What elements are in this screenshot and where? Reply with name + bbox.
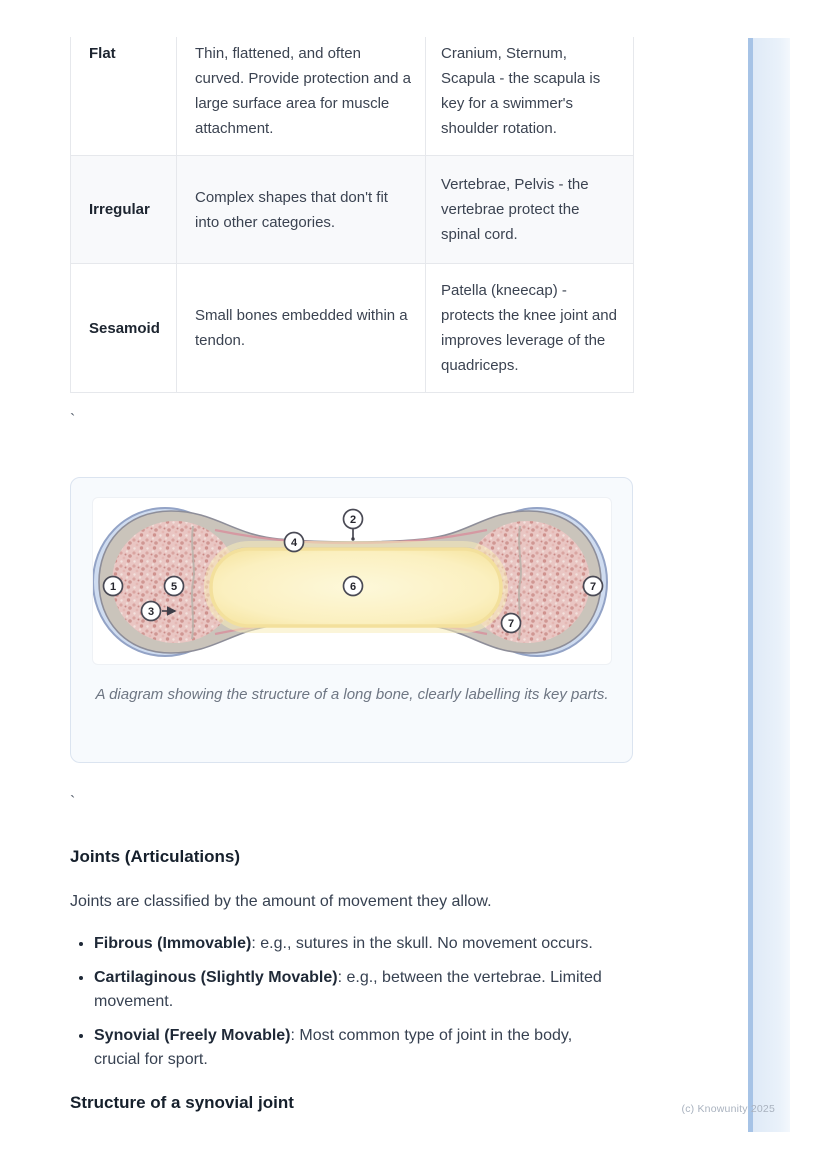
bone-types-table	[70, 37, 634, 393]
long-bone-figure-card	[70, 477, 633, 763]
figure-caption: A diagram showing the structure of a long bone, clearly labelling its key parts.	[95, 686, 609, 703]
stray-backtick: `	[70, 412, 76, 429]
label-number-4: 4	[290, 537, 298, 549]
joint-type-bold: Fibrous (Immovable)	[94, 935, 252, 952]
label-number-6: 6	[349, 581, 357, 593]
bone-examples-cell: Patella (kneecap) - protects the knee joint and improves leverage of the quadriceps.	[426, 264, 634, 393]
list-item	[94, 966, 615, 1014]
label-number-7-inner: 7	[507, 618, 515, 630]
bone-description-cell: Complex shapes that don't fit into other categories.	[177, 156, 426, 264]
joint-types-list	[70, 932, 615, 1082]
joint-type-rest: : e.g., sutures in the skull. No movement occurs.	[251, 935, 593, 952]
label-number-1: 1	[109, 581, 117, 593]
next-page-edge-strip	[748, 38, 790, 1132]
joint-type-bold: Cartilaginous (Slightly Movable)	[94, 969, 338, 986]
joint-type-rest: : e.g., between the vertebrae. Limited movement.	[94, 969, 602, 1010]
table-row	[71, 264, 634, 393]
list-item	[94, 1024, 615, 1072]
bone-examples-cell: Vertebrae, Pelvis - the vertebrae protect the spinal cord.	[426, 156, 634, 264]
label-number-2: 2	[349, 514, 357, 526]
joints-intro-paragraph: Joints are classified by the amount of movement they allow.	[70, 893, 492, 910]
synovial-structure-heading: Structure of a synovial joint	[70, 1093, 294, 1112]
bone-description-cell: Thin, flattened, and often curved. Provide protection and a large surface area for muscle attachment.	[177, 37, 426, 156]
bone-description-cell: Small bones embedded within a tendon.	[177, 264, 426, 393]
table-row	[71, 156, 634, 264]
long-bone-svg	[93, 498, 612, 665]
list-item	[94, 932, 615, 956]
label-2-pointer-dot	[351, 537, 354, 540]
long-bone-diagram	[92, 497, 612, 665]
joint-type-bold: Synovial (Freely Movable)	[94, 1027, 291, 1044]
joint-type-rest: : Most common type of joint in the body, crucial for sport.	[94, 1027, 573, 1068]
copyright-watermark: (c) Knowunity 2025	[681, 1103, 775, 1115]
label-number-7-right: 7	[589, 581, 597, 593]
bone-examples-cell: Cranium, Sternum, Scapula - the scapula is key for a swimmer's shoulder rotation.	[426, 37, 634, 156]
joints-heading: Joints (Articulations)	[70, 847, 241, 866]
label-number-3: 3	[147, 606, 155, 618]
bone-type-cell: Flat	[71, 37, 177, 156]
stray-backtick: `	[70, 794, 76, 811]
bone-type-cell: Sesamoid	[71, 264, 177, 393]
bone-type-cell: Irregular	[71, 156, 177, 264]
label-number-5: 5	[170, 581, 178, 593]
table-row	[71, 37, 634, 156]
